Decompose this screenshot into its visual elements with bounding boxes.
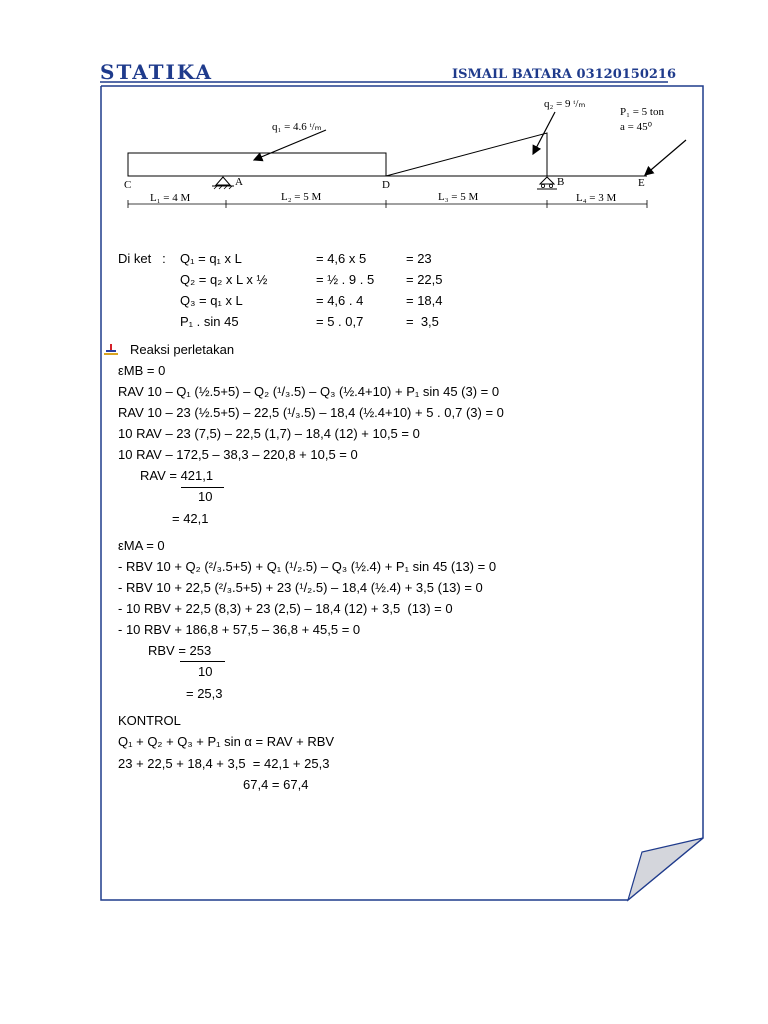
given-q3-res: = 18,4 (406, 293, 443, 308)
given-q1-lhs: Q₁ = q₁ x L (180, 251, 242, 266)
ma-line-4: - 10 RBV + 186,8 + 57,5 – 36,8 + 45,5 = 0 (118, 622, 361, 637)
q2-label: q₂ = 9 ᵗ/ₘ (544, 98, 586, 110)
ma-line-2: - RBV 10 + 22,5 (²/₃.5+5) + 23 (¹/₂.5) – 18,4 (½.4) + 3,5 (13) = 0 (118, 580, 483, 595)
ma-line-0: εMA = 0 (118, 538, 165, 553)
mb-line-3: 10 RAV – 23 (7,5) – 22,5 (1,7) – 18,4 (12) + 10,5 = 0 (118, 426, 420, 441)
rbv-fraction-bar (180, 661, 225, 662)
given-p1-res: = 3,5 (406, 314, 439, 329)
mb-line-2: RAV 10 – 23 (½.5+5) – 22,5 (¹/₃.5) – 18,4 (½.4+10) + 5 . 0,7 (3) = 0 (118, 405, 504, 420)
q2-arrow (533, 112, 555, 154)
pin-support-a-icon (212, 177, 234, 189)
q1-arrow (254, 130, 326, 160)
span-l1-label: L₁ = 4 M (150, 192, 191, 204)
given-q3-mid: = 4,6 . 4 (316, 293, 364, 308)
kontrol-heading: KONTROL (118, 713, 181, 728)
given-q2-res: = 22,5 (406, 272, 443, 287)
given-q2-mid: = ½ . 9 . 5 (316, 272, 375, 287)
ma-line-1: - RBV 10 + Q₂ (²/₃.5+5) + Q₁ (¹/₂.5) – Q₃ (½.4) + P₁ sin 45 (13) = 0 (118, 559, 497, 574)
kontrol-result: 67,4 = 67,4 (243, 777, 309, 792)
roller-support-b-icon (537, 177, 557, 189)
mb-line-4: 10 RAV – 172,5 – 38,3 – 220,8 + 10,5 = 0 (118, 447, 358, 462)
reaksi-heading: Reaksi perletakan (130, 342, 235, 357)
triangular-load-q2 (386, 133, 547, 176)
given-q1-res: = 23 (406, 251, 432, 266)
kontrol-line-0: Q₁ + Q₂ + Q₃ + P₁ sin α = RAV + RBV (118, 734, 335, 749)
rav-denominator: 10 (198, 489, 213, 504)
given-q2-lhs: Q₂ = q₂ x L x ½ (180, 272, 268, 287)
rbv-denominator: 10 (198, 664, 213, 679)
point-e-label: E (638, 177, 645, 189)
author-label: ISMAIL BATARA 03120150216 (452, 67, 677, 82)
ma-line-3: - 10 RBV + 22,5 (8,3) + 23 (2,5) – 18,4 (12) + 3,5 (13) = 0 (118, 601, 453, 616)
point-b-label: B (557, 176, 565, 188)
point-d-label: D (382, 179, 390, 191)
rbv-numerator: RBV = 253 (148, 643, 212, 658)
rav-numerator: RAV = 421,1 (140, 468, 214, 483)
given-q1-mid: = 4,6 x 5 (316, 251, 367, 266)
q1-label: q₁ = 4.6 ᵗ/ₘ (272, 121, 322, 133)
rav-result: = 42,1 (172, 511, 209, 526)
given-p1-mid: = 5 . 0,7 (316, 314, 364, 329)
mb-line-1: RAV 10 – Q₁ (½.5+5) – Q₂ (¹/₃.5) – Q₃ (½.4+10) + P₁ sin 45 (3) = 0 (118, 384, 500, 399)
given-p1-lhs: P₁ . sin 45 (180, 314, 239, 329)
span-l2-label: L₂ = 5 M (281, 191, 322, 203)
given-intro: Di ket : (118, 251, 166, 266)
angle-label: a = 45⁰ (620, 121, 652, 133)
span-l4-label: L₄ = 3 M (576, 192, 617, 204)
p1-label: P₁ = 5 ton (620, 106, 664, 118)
mb-line-0: εMB = 0 (118, 363, 166, 378)
given-q3-lhs: Q₃ = q₁ x L (180, 293, 243, 308)
bullet-icon (104, 344, 118, 356)
page-title: STATIKA (100, 60, 213, 84)
rbv-result: = 25,3 (186, 686, 223, 701)
uniform-load-q1 (128, 153, 386, 176)
point-c-label: C (124, 179, 132, 191)
span-l3-label: L₃ = 5 M (438, 191, 479, 203)
kontrol-line-1: 23 + 22,5 + 18,4 + 3,5 = 42,1 + 25,3 (118, 756, 330, 771)
p1-arrow (645, 140, 686, 175)
point-a-label: A (235, 176, 243, 188)
